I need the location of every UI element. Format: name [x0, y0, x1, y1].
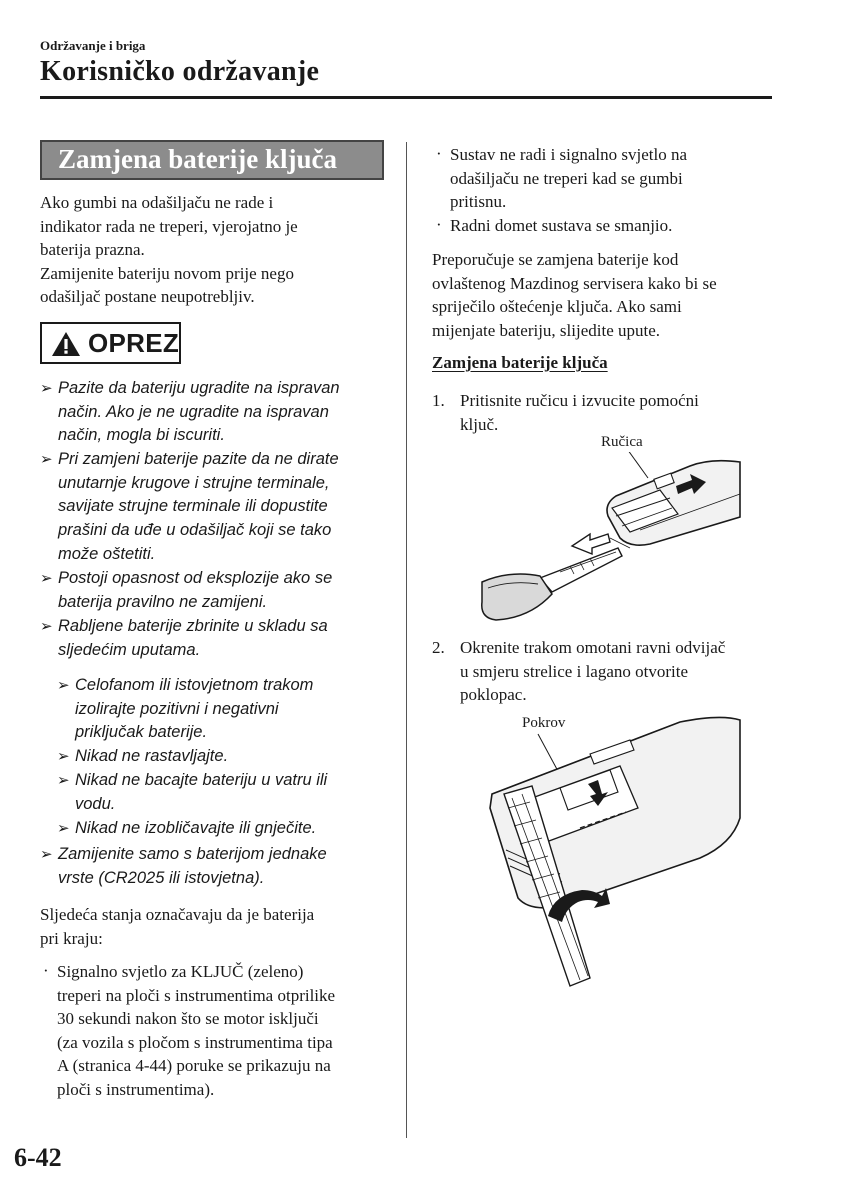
sub-heading: Zamjena baterije ključa	[432, 353, 608, 372]
dot-marker: ·	[43, 961, 49, 980]
arrow-check-icon: ➢	[40, 380, 53, 397]
bullet-text: Sustav ne radi i signalno svjetlo na odašiljaču ne treperi kad se gumbi pritisnu.	[450, 145, 688, 211]
caution-subitem	[57, 817, 390, 841]
chapter-title: Korisničko održavanje	[40, 56, 320, 87]
arrow-check-icon: ➢	[40, 618, 53, 635]
caution-text: Nikad ne rastavljajte.	[75, 747, 229, 765]
arrow-check-icon: ➢	[57, 677, 70, 694]
condition-bullet	[436, 143, 776, 214]
caution-text: Zamijenite samo s baterijom jednake vrste (CR2025 ili istovjetna).	[58, 845, 327, 887]
caution-item	[40, 615, 390, 662]
figure-2-label: Pokrov	[522, 715, 566, 731]
column-divider	[406, 142, 407, 1138]
text-line: Ako gumbi na odašiljaču ne rade i	[40, 193, 274, 212]
figure-1-label: Ručica	[601, 434, 643, 450]
text-line: baterija prazna.	[40, 240, 145, 259]
caution-text: Pri zamjeni baterije pazite da ne dirate unutarnje krugove i strujne terminale, savijate strujne terminale ili dopustite prašini da uđe u odašiljač koji se tako može oštetiti.	[58, 450, 339, 563]
caution-text: Celofanom ili istovjetnom trakom izolirajte pozitivni i negativni priključak baterije.	[75, 676, 314, 742]
caution-text: Nikad ne izobličavajte ili gnječite.	[75, 819, 317, 837]
arrow-check-icon: ➢	[40, 846, 53, 863]
caution-item	[40, 567, 390, 614]
dot-marker: ·	[436, 215, 442, 234]
step-text: Pritisnite ručicu i izvucite pomoćni ključ.	[460, 391, 699, 434]
section-label: Održavanje i briga	[40, 38, 146, 53]
step-text: Okrenite trakom omotani ravni odvijač u smjeru strelice i lagano otvorite poklopac.	[460, 638, 726, 704]
cover-opening-illustration	[470, 708, 770, 1008]
intro-paragraph	[40, 191, 385, 309]
arrow-check-icon: ➢	[40, 451, 53, 468]
text-line: Preporučuje se zamjena baterije kod	[432, 250, 679, 269]
arrow-check-icon: ➢	[40, 570, 53, 587]
caution-text: Pazite da bateriju ugradite na ispravan način. Ako je ne ugradite na ispravan način, mogla bi iscuriti.	[58, 379, 340, 445]
caution-item	[40, 843, 390, 890]
caution-text: Nikad ne bacajte bateriju u vatru ili vodu.	[75, 771, 328, 813]
header-rule	[40, 96, 772, 99]
bullet-text: Signalno svjetlo za KLJUČ (zeleno) treperi na ploči s instrumentima otprilike 30 sekundi nakon što se motor isključi (za vozila s pločom s instrumentima tipa A (stranica 4-44) poruke se prikazuju na ploči s instrumentima).	[57, 962, 336, 1099]
caution-badge	[40, 322, 181, 364]
text-line: indikator rada ne treperi, vjerojatno je	[40, 216, 298, 236]
dot-marker: ·	[436, 144, 442, 163]
bullet-text: Radni domet sustava se smanjio.	[450, 216, 673, 235]
step-1	[432, 389, 777, 436]
caution-item	[40, 448, 390, 567]
arrow-check-icon: ➢	[57, 820, 70, 837]
text-line: Zamijenite bateriju novom prije nego	[40, 263, 294, 283]
section-heading: Zamjena baterije ključa	[58, 144, 337, 174]
text-line: ovlaštenog Mazdinog servisera kako bi se	[432, 273, 717, 293]
page-number: 6-42	[14, 1143, 62, 1172]
step-number: 1.	[432, 391, 445, 410]
caution-subitem	[57, 769, 390, 816]
warning-triangle-icon	[51, 331, 81, 357]
condition-bullet	[436, 214, 776, 238]
arrow-check-icon: ➢	[57, 748, 70, 765]
recommend-paragraph	[432, 248, 777, 342]
text-line: pri kraju:	[40, 928, 103, 948]
caution-label: OPREZ	[88, 328, 180, 358]
caution-subitem	[57, 674, 390, 745]
caution-item	[40, 377, 390, 448]
caution-subitem	[57, 745, 390, 769]
text-line: mijenjate bateriju, slijedite upute.	[432, 320, 661, 340]
key-removal-illustration	[440, 452, 760, 627]
arrow-check-icon: ➢	[57, 772, 70, 789]
conditions-intro	[40, 903, 390, 950]
caution-text: Postoji opasnost od eksplozije ako se baterija pravilno ne zamijeni.	[58, 569, 333, 611]
text-line: spriječilo oštećenje ključa. Ako sami	[432, 297, 682, 316]
text-line: odašiljač postane neupotrebljiv.	[40, 287, 255, 306]
caution-text: Rabljene baterije zbrinite u skladu sa sljedećim uputama.	[58, 617, 328, 659]
step-2	[432, 636, 777, 707]
section-heading-box	[40, 140, 384, 180]
condition-bullet	[43, 960, 388, 1101]
step-number: 2.	[432, 638, 445, 657]
text-line: Sljedeća stanja označavaju da je baterija	[40, 905, 315, 924]
